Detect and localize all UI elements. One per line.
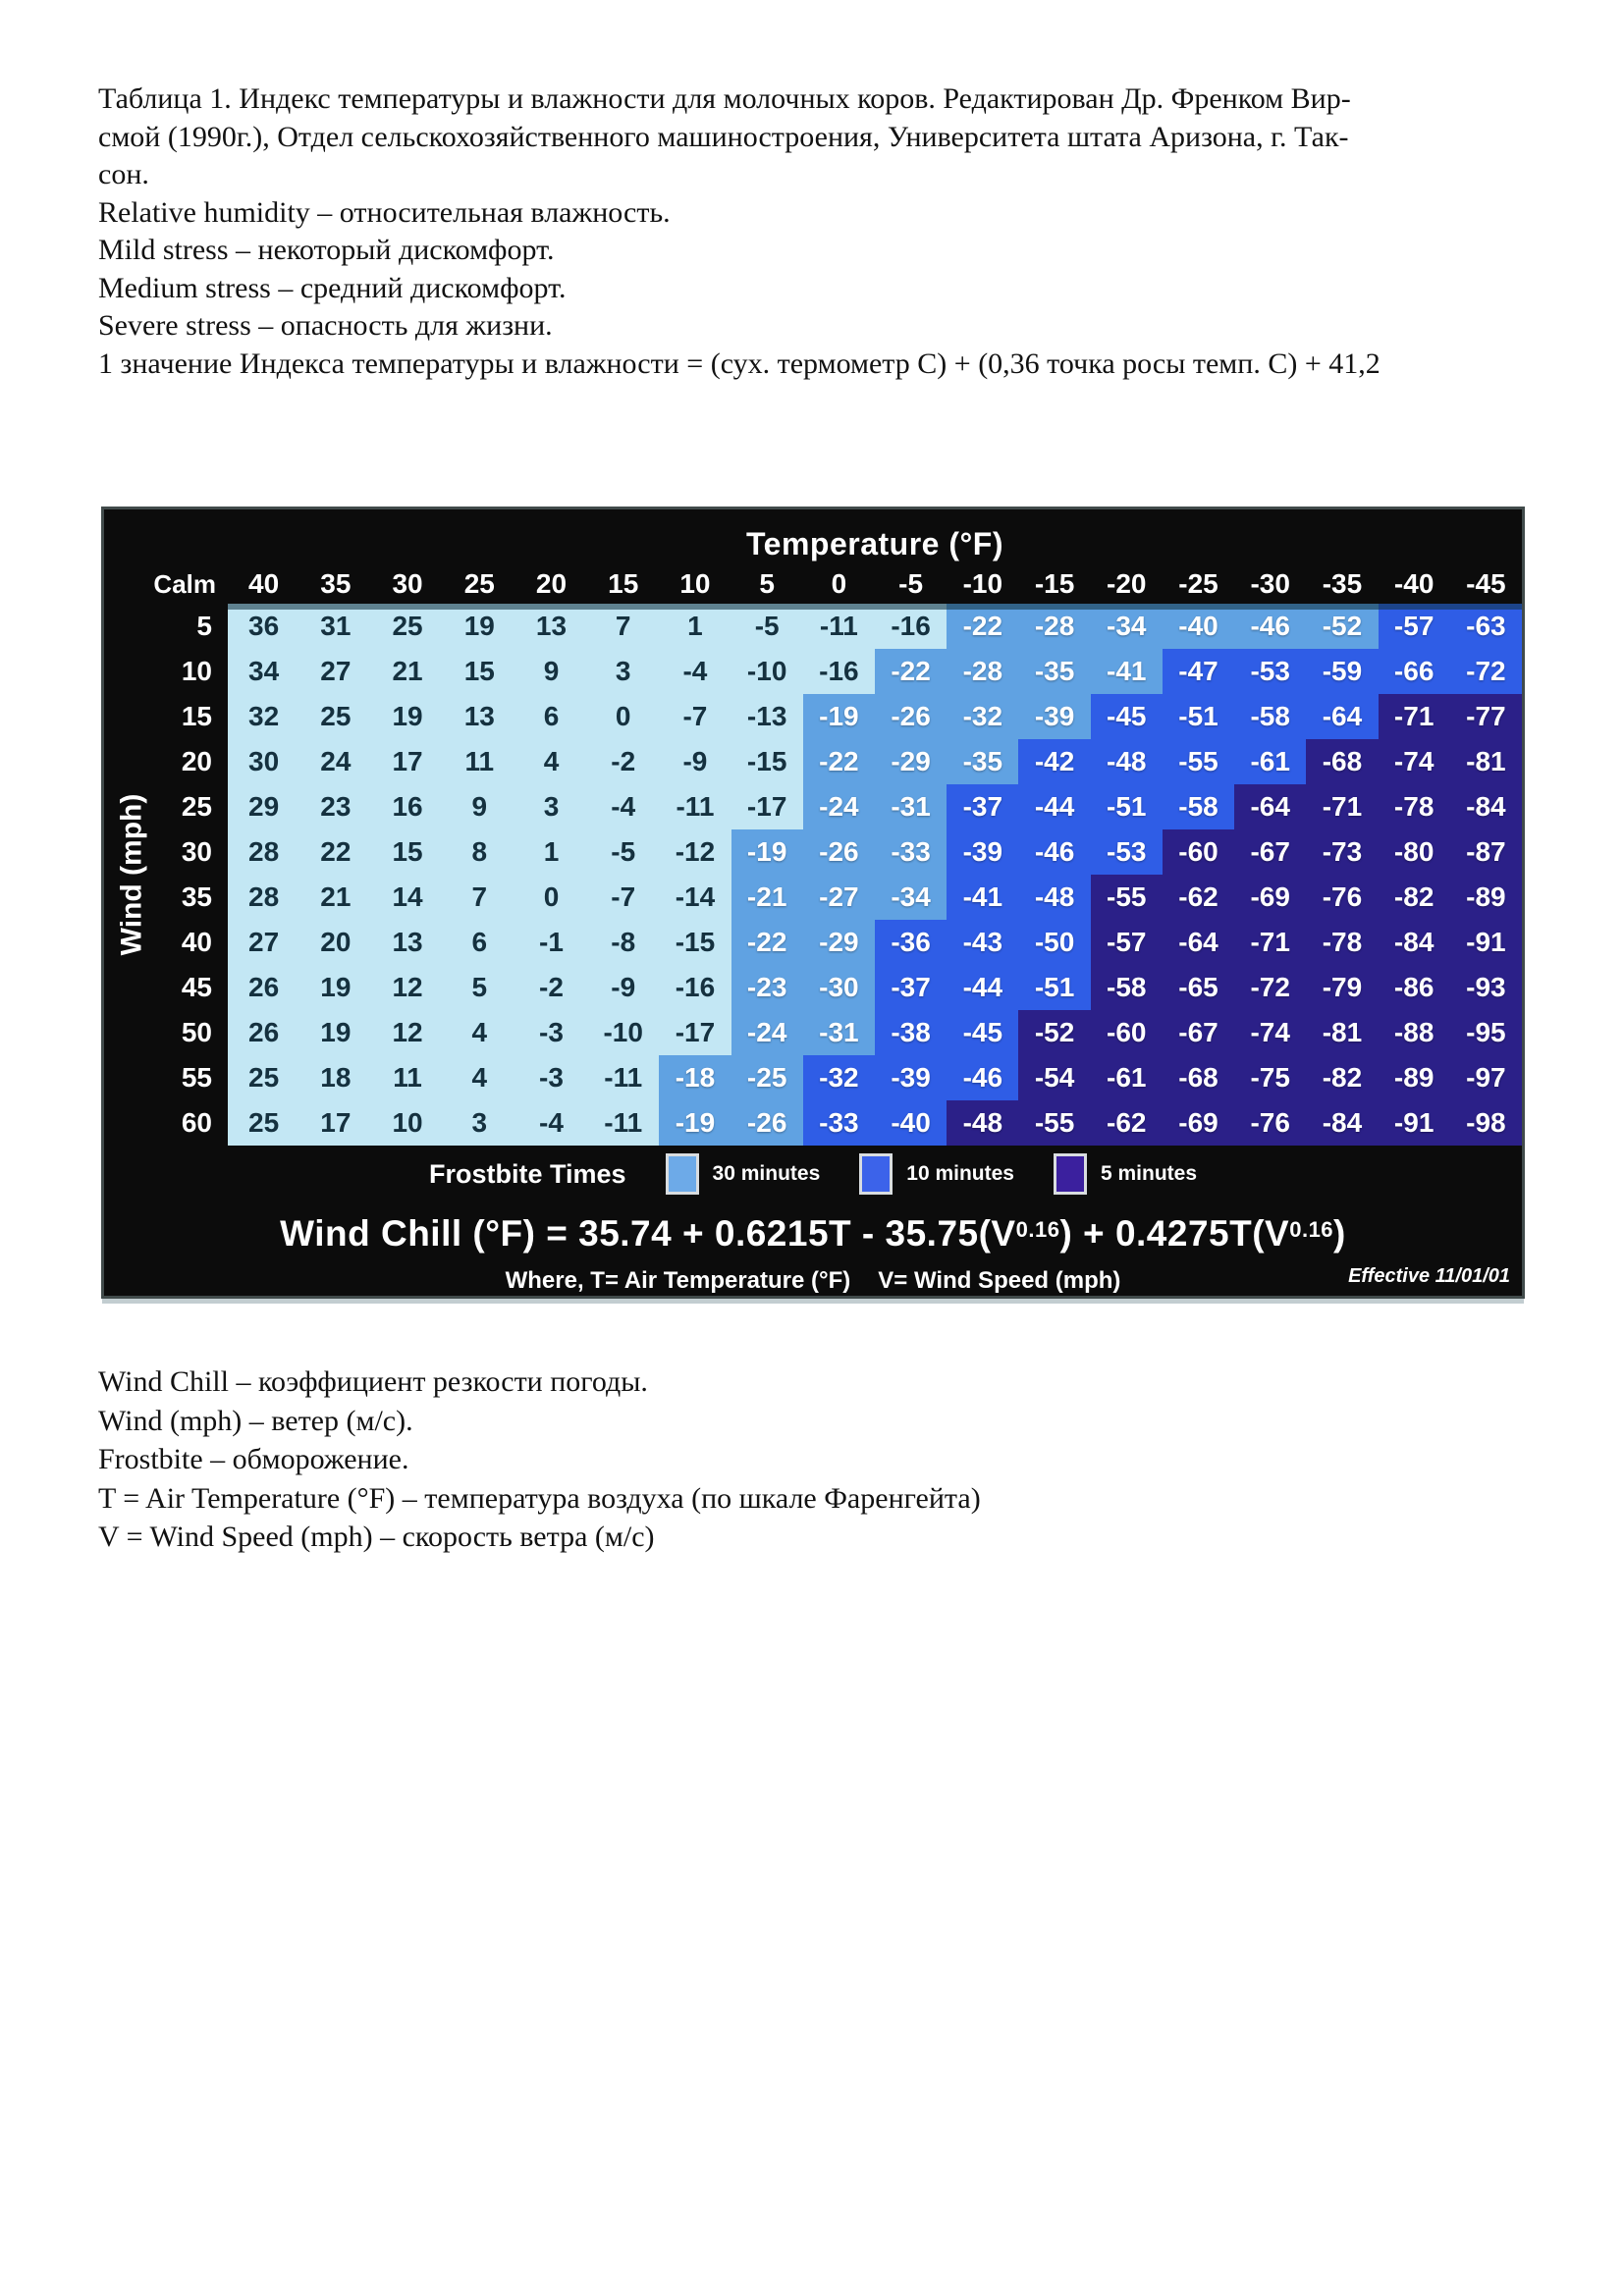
windchill-cell: 18 xyxy=(299,1055,371,1100)
windchill-cell: 19 xyxy=(444,604,515,649)
intro-line: Medium stress – средний дискомфорт. xyxy=(98,271,567,304)
windchill-cell: 31 xyxy=(299,604,371,649)
windchill-cell: -51 xyxy=(1163,694,1234,739)
windchill-cell: -4 xyxy=(515,1100,587,1146)
windchill-cell: -9 xyxy=(659,739,731,784)
formula-exponent: 0.16 xyxy=(1289,1217,1334,1242)
windchill-cell: -52 xyxy=(1018,1010,1090,1055)
temp-header-cell: -10 xyxy=(962,568,1003,599)
calm-header-cell: Calm xyxy=(153,568,216,599)
windchill-cell: -39 xyxy=(875,1055,947,1100)
windchill-cell: -74 xyxy=(1379,739,1450,784)
windchill-cell: -98 xyxy=(1450,1100,1522,1146)
windchill-cell: -39 xyxy=(947,829,1018,875)
windchill-cell: 10 xyxy=(371,1100,443,1146)
windchill-cell: -32 xyxy=(947,694,1018,739)
windchill-cell: -16 xyxy=(803,649,875,694)
windchill-cell: -79 xyxy=(1306,965,1378,1010)
windchill-cell: 4 xyxy=(515,739,587,784)
windchill-cell: 13 xyxy=(515,604,587,649)
wind-chill-grid xyxy=(104,564,1522,1146)
windchill-cell: -76 xyxy=(1306,875,1378,920)
wind-speed-label: 30 xyxy=(181,836,212,867)
windchill-cell: 15 xyxy=(444,649,515,694)
windchill-cell: -4 xyxy=(659,649,731,694)
windchill-cell: 27 xyxy=(228,920,299,965)
windchill-cell: -59 xyxy=(1306,649,1378,694)
windchill-cell: -55 xyxy=(1091,875,1163,920)
legend-item xyxy=(1054,1153,1197,1195)
windchill-cell: -58 xyxy=(1163,784,1234,829)
windchill-cell: -67 xyxy=(1163,1010,1234,1055)
formula-suffix: ) xyxy=(1333,1213,1346,1254)
windchill-cell: -15 xyxy=(659,920,731,965)
windchill-cell: -10 xyxy=(587,1010,659,1055)
windchill-cell: -73 xyxy=(1306,829,1378,875)
windchill-cell: -9 xyxy=(587,965,659,1010)
windchill-cell: 12 xyxy=(371,1010,443,1055)
windchill-cell: -11 xyxy=(659,784,731,829)
wind-speed-label: 60 xyxy=(181,1107,212,1138)
intro-line: смой (1990г.), Отдел сельскохозяйственного машиностроения, Университета штата Аризона, г. Так- xyxy=(98,120,1349,153)
legend-swatch-icon xyxy=(1054,1153,1087,1195)
windchill-cell: -84 xyxy=(1450,784,1522,829)
windchill-cell: -51 xyxy=(1018,965,1090,1010)
wind-speed-label: 40 xyxy=(181,927,212,957)
windchill-cell: -91 xyxy=(1379,1100,1450,1146)
windchill-cell: -44 xyxy=(1018,784,1090,829)
windchill-cell: -11 xyxy=(803,604,875,649)
windchill-cell: 9 xyxy=(444,784,515,829)
windchill-cell: 6 xyxy=(515,694,587,739)
windchill-cell: -5 xyxy=(587,829,659,875)
windchill-cell: -17 xyxy=(731,784,803,829)
windchill-cell: -18 xyxy=(659,1055,731,1100)
wind-chill-formula xyxy=(104,1202,1522,1265)
windchill-cell: -26 xyxy=(875,694,947,739)
windchill-cell: -24 xyxy=(731,1010,803,1055)
wind-speed-label: 55 xyxy=(181,1062,212,1093)
wind-axis-label: Wind (mph) xyxy=(115,793,147,956)
footer-line: T = Air Temperature (°F) – температура воздуха (по шкале Фаренгейта) xyxy=(98,1481,981,1515)
temp-header-cell: -25 xyxy=(1178,568,1218,599)
windchill-cell: 16 xyxy=(371,784,443,829)
windchill-cell: -15 xyxy=(731,739,803,784)
windchill-cell: -55 xyxy=(1018,1100,1090,1146)
windchill-cell: 17 xyxy=(299,1100,371,1146)
windchill-cell: -38 xyxy=(875,1010,947,1055)
windchill-cell: -68 xyxy=(1163,1055,1234,1100)
windchill-cell: -54 xyxy=(1018,1055,1090,1100)
windchill-cell: -28 xyxy=(947,649,1018,694)
temp-header-cell: 30 xyxy=(392,568,423,599)
windchill-cell: -68 xyxy=(1306,739,1378,784)
windchill-cell: 3 xyxy=(515,784,587,829)
windchill-cell: 27 xyxy=(299,649,371,694)
windchill-cell: -41 xyxy=(1091,649,1163,694)
where-temperature-def: Where, T= Air Temperature (°F) xyxy=(505,1266,851,1294)
windchill-cell: -30 xyxy=(803,965,875,1010)
windchill-cell: -48 xyxy=(1091,739,1163,784)
windchill-cell: -71 xyxy=(1306,784,1378,829)
windchill-cell: -26 xyxy=(803,829,875,875)
windchill-cell: -26 xyxy=(731,1100,803,1146)
windchill-cell: -67 xyxy=(1234,829,1306,875)
legend-label: 10 minutes xyxy=(906,1162,1014,1185)
windchill-cell: -27 xyxy=(803,875,875,920)
windchill-cell: -53 xyxy=(1091,829,1163,875)
windchill-cell: -40 xyxy=(875,1100,947,1146)
windchill-cell: -5 xyxy=(731,604,803,649)
windchill-cell: -46 xyxy=(1018,829,1090,875)
temp-header-cell: -35 xyxy=(1322,568,1363,599)
windchill-cell: 25 xyxy=(228,1055,299,1100)
windchill-cell: 21 xyxy=(299,875,371,920)
windchill-cell: -60 xyxy=(1091,1010,1163,1055)
windchill-cell: -72 xyxy=(1234,965,1306,1010)
windchill-cell: -12 xyxy=(659,829,731,875)
windchill-cell: 4 xyxy=(444,1010,515,1055)
chart-title: Temperature (°F) xyxy=(745,526,1003,561)
intro-line: 1 значение Индекса температуры и влажности = (сух. термометр С) + (0,36 точка росы темп. С) + 41,2 xyxy=(98,347,1380,380)
windchill-cell: -74 xyxy=(1234,1010,1306,1055)
windchill-cell: 25 xyxy=(228,1100,299,1146)
windchill-cell: -4 xyxy=(587,784,659,829)
windchill-cell: -32 xyxy=(803,1055,875,1100)
footer-line: V = Wind Speed (mph) – скорость ветра (м/с) xyxy=(98,1521,655,1553)
windchill-cell: -48 xyxy=(1018,875,1090,920)
windchill-cell: -84 xyxy=(1306,1100,1378,1146)
windchill-cell: -46 xyxy=(947,1055,1018,1100)
windchill-cell: 1 xyxy=(515,829,587,875)
temp-header-cell: -40 xyxy=(1393,568,1435,599)
windchill-cell: -22 xyxy=(803,739,875,784)
windchill-cell: -55 xyxy=(1163,739,1234,784)
windchill-cell: -37 xyxy=(875,965,947,1010)
windchill-cell: -58 xyxy=(1234,694,1306,739)
windchill-cell: 3 xyxy=(444,1100,515,1146)
windchill-cell: 19 xyxy=(299,1010,371,1055)
windchill-cell: -16 xyxy=(875,604,947,649)
windchill-cell: -29 xyxy=(875,739,947,784)
windchill-cell: -42 xyxy=(1018,739,1090,784)
windchill-cell: -19 xyxy=(659,1100,731,1146)
windchill-cell: -35 xyxy=(947,739,1018,784)
temp-header-cell: 40 xyxy=(248,568,280,599)
windchill-cell: 8 xyxy=(444,829,515,875)
windchill-cell: -10 xyxy=(731,649,803,694)
effective-date: Effective 11/01/01 xyxy=(1348,1265,1510,1287)
temp-header-cell: -20 xyxy=(1107,568,1147,599)
windchill-cell: -97 xyxy=(1450,1055,1522,1100)
windchill-cell: -81 xyxy=(1450,739,1522,784)
windchill-cell: -50 xyxy=(1018,920,1090,965)
windchill-cell: -69 xyxy=(1163,1100,1234,1146)
windchill-cell: -13 xyxy=(731,694,803,739)
temp-header-cell: 10 xyxy=(679,568,711,599)
windchill-cell: -64 xyxy=(1163,920,1234,965)
windchill-cell: -22 xyxy=(731,920,803,965)
windchill-cell: -24 xyxy=(803,784,875,829)
temp-header-cell: 20 xyxy=(535,568,568,599)
windchill-cell: -78 xyxy=(1379,784,1450,829)
windchill-cell: -82 xyxy=(1379,875,1450,920)
windchill-cell: -89 xyxy=(1379,1055,1450,1100)
windchill-cell: -58 xyxy=(1091,965,1163,1010)
windchill-cell: -31 xyxy=(803,1010,875,1055)
windchill-cell: -34 xyxy=(1091,604,1163,649)
windchill-cell: 17 xyxy=(371,739,443,784)
windchill-cell: -16 xyxy=(659,965,731,1010)
windchill-cell: -78 xyxy=(1306,920,1378,965)
legend-swatch-icon xyxy=(666,1153,699,1195)
windchill-cell: -95 xyxy=(1450,1010,1522,1055)
windchill-cell: 7 xyxy=(444,875,515,920)
windchill-cell: -31 xyxy=(875,784,947,829)
wind-speed-label: 5 xyxy=(196,611,212,641)
windchill-cell: -21 xyxy=(731,875,803,920)
footer-line: Wind Chill – коэффициент резкости погоды. xyxy=(98,1365,648,1398)
legend-item xyxy=(666,1153,821,1195)
windchill-cell: 28 xyxy=(228,875,299,920)
windchill-cell: -47 xyxy=(1163,649,1234,694)
windchill-cell: -3 xyxy=(515,1055,587,1100)
windchill-cell: -43 xyxy=(947,920,1018,965)
windchill-cell: -57 xyxy=(1091,920,1163,965)
windchill-cell: -71 xyxy=(1379,694,1450,739)
windchill-cell: 34 xyxy=(228,649,299,694)
windchill-cell: -39 xyxy=(1018,694,1090,739)
legend-label: 5 minutes xyxy=(1100,1162,1198,1185)
windchill-cell: 25 xyxy=(371,604,443,649)
windchill-cell: 13 xyxy=(371,920,443,965)
windchill-cell: 5 xyxy=(444,965,515,1010)
windchill-cell: -19 xyxy=(803,694,875,739)
windchill-cell: -1 xyxy=(515,920,587,965)
intro-text-block xyxy=(98,80,1542,383)
windchill-cell: 13 xyxy=(444,694,515,739)
windchill-cell: -2 xyxy=(515,965,587,1010)
wind-speed-label: 20 xyxy=(181,746,212,776)
intro-line: Mild stress – некоторый дискомфорт. xyxy=(98,234,555,266)
windchill-cell: -61 xyxy=(1091,1055,1163,1100)
windchill-cell: -28 xyxy=(1018,604,1090,649)
chart-title-row xyxy=(104,509,1522,564)
temp-header-cell: 5 xyxy=(759,568,775,599)
windchill-cell: -66 xyxy=(1379,649,1450,694)
intro-line: Severe stress – опасность для жизни. xyxy=(98,309,553,342)
windchill-cell: -36 xyxy=(875,920,947,965)
windchill-cell: 0 xyxy=(515,875,587,920)
windchill-cell: 0 xyxy=(587,694,659,739)
legend-swatch-icon xyxy=(859,1153,893,1195)
windchill-cell: 21 xyxy=(371,649,443,694)
temp-header-cell: 25 xyxy=(463,568,495,599)
wind-speed-label: 35 xyxy=(181,881,212,912)
windchill-cell: 12 xyxy=(371,965,443,1010)
windchill-cell: 6 xyxy=(444,920,515,965)
wind-speed-label: 45 xyxy=(181,972,212,1002)
windchill-cell: 7 xyxy=(587,604,659,649)
windchill-cell: 1 xyxy=(659,604,731,649)
windchill-cell: 29 xyxy=(228,784,299,829)
wind-chill-chart xyxy=(101,507,1525,1299)
wind-speed-label: 25 xyxy=(181,791,212,822)
legend-label: 30 minutes xyxy=(712,1162,821,1185)
temp-header-cell: -5 xyxy=(898,568,924,599)
windchill-cell: -22 xyxy=(875,649,947,694)
windchill-cell: 30 xyxy=(228,739,299,784)
windchill-cell: -34 xyxy=(875,875,947,920)
frostbite-legend xyxy=(104,1146,1522,1202)
windchill-cell: -44 xyxy=(947,965,1018,1010)
windchill-cell: -29 xyxy=(803,920,875,965)
windchill-cell: 25 xyxy=(299,694,371,739)
windchill-cell: -81 xyxy=(1306,1010,1378,1055)
windchill-cell: 15 xyxy=(371,829,443,875)
windchill-cell: -45 xyxy=(947,1010,1018,1055)
windchill-cell: 32 xyxy=(228,694,299,739)
windchill-cell: -72 xyxy=(1450,649,1522,694)
windchill-cell: -65 xyxy=(1163,965,1234,1010)
windchill-cell: 4 xyxy=(444,1055,515,1100)
windchill-cell: -48 xyxy=(947,1100,1018,1146)
windchill-cell: 14 xyxy=(371,875,443,920)
windchill-cell: -52 xyxy=(1306,604,1378,649)
temp-header-cell: -45 xyxy=(1466,568,1506,599)
windchill-cell: -76 xyxy=(1234,1100,1306,1146)
temp-header-cell: 15 xyxy=(608,568,639,599)
windchill-cell: 9 xyxy=(515,649,587,694)
where-windspeed-def: V= Wind Speed (mph) xyxy=(878,1266,1121,1294)
windchill-cell: -63 xyxy=(1450,604,1522,649)
windchill-cell: 3 xyxy=(587,649,659,694)
wind-speed-label: 50 xyxy=(181,1017,212,1047)
windchill-cell: -45 xyxy=(1091,694,1163,739)
wind-axis-label-container xyxy=(110,604,153,1146)
windchill-cell: -93 xyxy=(1450,965,1522,1010)
windchill-cell: -41 xyxy=(947,875,1018,920)
windchill-cell: -22 xyxy=(947,604,1018,649)
windchill-cell: 20 xyxy=(299,920,371,965)
windchill-cell: -53 xyxy=(1234,649,1306,694)
windchill-cell: -80 xyxy=(1379,829,1450,875)
windchill-cell: 11 xyxy=(371,1055,443,1100)
windchill-cell: -25 xyxy=(731,1055,803,1100)
windchill-cell: -57 xyxy=(1379,604,1450,649)
windchill-cell: 19 xyxy=(371,694,443,739)
windchill-cell: -11 xyxy=(587,1100,659,1146)
windchill-cell: -33 xyxy=(803,1100,875,1146)
windchill-cell: -7 xyxy=(659,694,731,739)
windchill-cell: -91 xyxy=(1450,920,1522,965)
windchill-cell: 22 xyxy=(299,829,371,875)
windchill-cell: -64 xyxy=(1306,694,1378,739)
windchill-cell: -71 xyxy=(1234,920,1306,965)
windchill-cell: 19 xyxy=(299,965,371,1010)
windchill-cell: -14 xyxy=(659,875,731,920)
windchill-cell: -87 xyxy=(1450,829,1522,875)
intro-line: Relative humidity – относительная влажность. xyxy=(98,195,671,229)
wind-speed-label: 10 xyxy=(181,656,212,686)
windchill-cell: -69 xyxy=(1234,875,1306,920)
windchill-cell: -60 xyxy=(1163,829,1234,875)
footer-text-block xyxy=(98,1362,1542,1557)
windchill-cell: -77 xyxy=(1450,694,1522,739)
legend-item xyxy=(859,1153,1014,1195)
windchill-cell: -23 xyxy=(731,965,803,1010)
windchill-cell: -2 xyxy=(587,739,659,784)
temp-header-cell: 35 xyxy=(320,568,352,599)
windchill-cell: -8 xyxy=(587,920,659,965)
windchill-cell: -62 xyxy=(1163,875,1234,920)
wind-speed-label: 15 xyxy=(181,701,212,731)
windchill-cell: -84 xyxy=(1379,920,1450,965)
windchill-cell: -19 xyxy=(731,829,803,875)
windchill-cell: -37 xyxy=(947,784,1018,829)
windchill-cell: -61 xyxy=(1234,739,1306,784)
formula-mid: ) + 0.4275T(V xyxy=(1059,1213,1290,1254)
footer-line: Frostbite – обморожение. xyxy=(98,1443,409,1475)
temp-header-cell: 0 xyxy=(831,568,847,599)
temp-header-cell: -15 xyxy=(1034,568,1075,599)
windchill-cell: 26 xyxy=(228,1010,299,1055)
temp-header-cell: -30 xyxy=(1250,568,1290,599)
windchill-cell: 24 xyxy=(299,739,371,784)
formula-exponent: 0.16 xyxy=(1015,1217,1060,1242)
windchill-cell: -86 xyxy=(1379,965,1450,1010)
intro-line: Таблица 1. Индекс температуры и влажности для молочных коров. Редактирован Др. Френком Вир- xyxy=(98,82,1351,115)
windchill-cell: -62 xyxy=(1091,1100,1163,1146)
windchill-cell: 36 xyxy=(228,604,299,649)
windchill-cell: -7 xyxy=(587,875,659,920)
windchill-cell: 11 xyxy=(444,739,515,784)
windchill-cell: -82 xyxy=(1306,1055,1378,1100)
footer-line: Wind (mph) – ветер (м/с). xyxy=(98,1404,413,1437)
windchill-cell: -88 xyxy=(1379,1010,1450,1055)
legend-title: Frostbite Times xyxy=(428,1158,626,1189)
windchill-cell: -17 xyxy=(659,1010,731,1055)
windchill-cell: 23 xyxy=(299,784,371,829)
windchill-cell: -3 xyxy=(515,1010,587,1055)
windchill-cell: -11 xyxy=(587,1055,659,1100)
windchill-cell: -75 xyxy=(1234,1055,1306,1100)
windchill-cell: 26 xyxy=(228,965,299,1010)
windchill-cell: 28 xyxy=(228,829,299,875)
windchill-cell: -35 xyxy=(1018,649,1090,694)
windchill-cell: -40 xyxy=(1163,604,1234,649)
windchill-cell: -46 xyxy=(1234,604,1306,649)
windchill-cell: -51 xyxy=(1091,784,1163,829)
windchill-cell: -89 xyxy=(1450,875,1522,920)
intro-line: сон. xyxy=(98,158,149,190)
windchill-cell: -64 xyxy=(1234,784,1306,829)
windchill-cell: -33 xyxy=(875,829,947,875)
formula-where-row xyxy=(104,1265,1522,1296)
formula-prefix: Wind Chill (°F) = 35.74 + 0.6215T - 35.75(V xyxy=(280,1213,1016,1254)
